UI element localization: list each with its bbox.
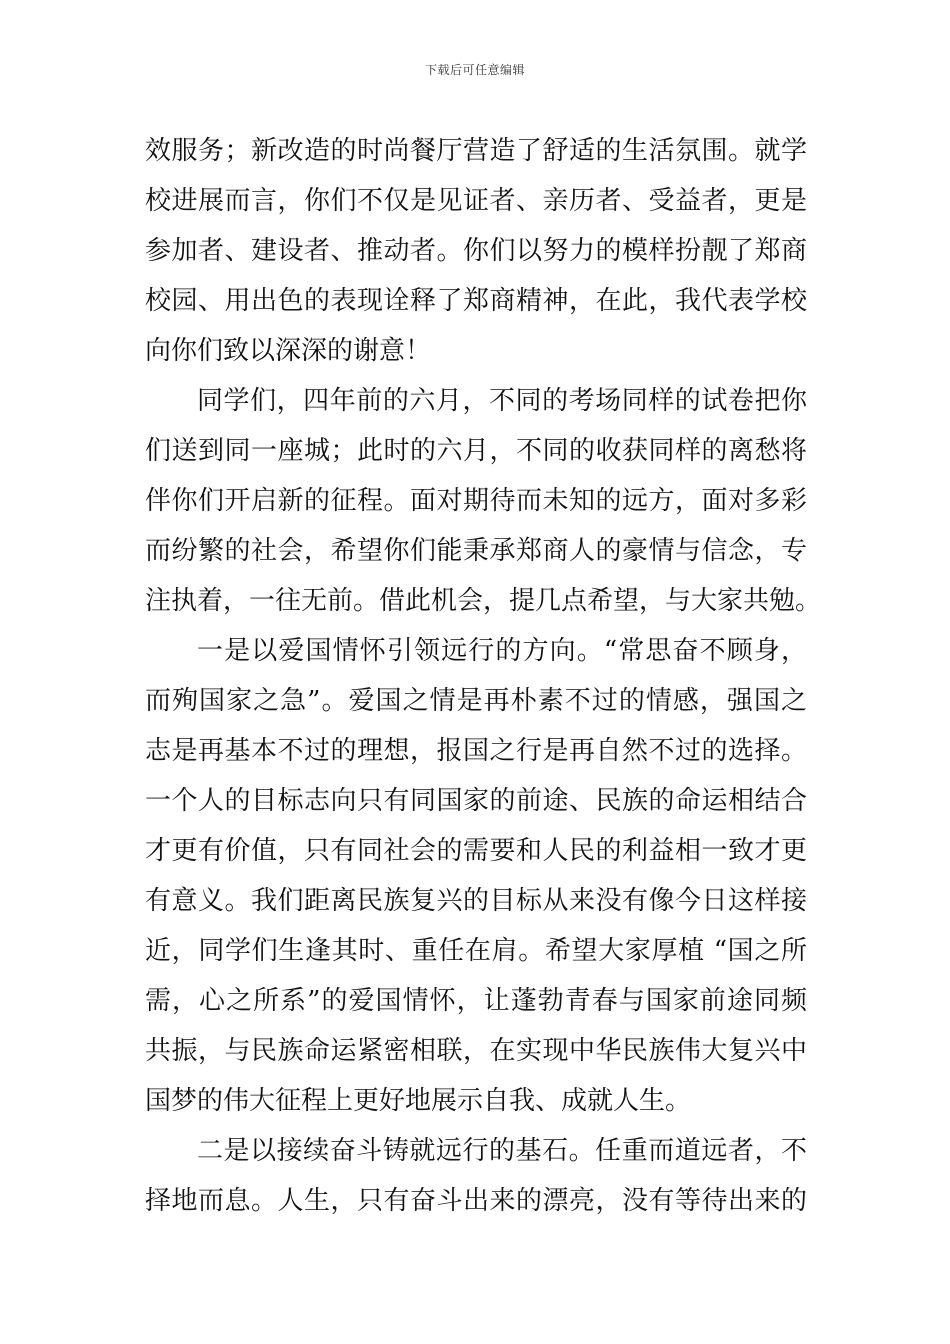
- text-line: 注执着，一往无前。借此机会，提几点希望，与大家共勉。: [145, 586, 822, 616]
- text-line: 而纷繁的社会，希望你们能秉承郑商人的豪情与信念，专: [145, 536, 807, 566]
- text-line: 志是再基本不过的理想，报国之行是再自然不过的选择。: [145, 736, 807, 766]
- document-body: [145, 126, 822, 1226]
- text-line: 而殉国家之急”。爱国之情是再朴素不过的情感，强国之: [145, 686, 807, 716]
- text-line: 们送到同一座城；此时的六月，不同的收获同样的离愁将: [145, 436, 807, 466]
- text-line: 才更有价值，只有同社会的需要和人民的利益相一致才更: [145, 836, 807, 866]
- text-line: 国梦的伟大征程上更好地展示自我、成就人生。: [145, 1086, 692, 1116]
- text-line: 一个人的目标志向只有同国家的前途、民族的命运相结合: [145, 786, 807, 816]
- text-line: 效服务；新改造的时尚餐厅营造了舒适的生活氛围。就学: [145, 136, 807, 166]
- paragraph-first-line: 二是以接续奋斗铸就远行的基石。任重而道远者，不: [197, 1136, 807, 1166]
- paragraph-first-line: 一是以爱国情怀引领远行的方向。“常思奋不顾身，: [197, 636, 807, 666]
- text-line: 校进展而言，你们不仅是见证者、亲历者、受益者，更是: [145, 186, 807, 216]
- text-line: 校园、用出色的表现诠释了郑商精神，在此，我代表学校: [145, 286, 807, 316]
- text-line: 有意义。我们距离民族复兴的目标从来没有像今日这样接: [145, 886, 807, 916]
- text-line: 参加者、建设者、推动者。你们以努力的模样扮靓了郑商: [145, 236, 807, 266]
- text-line: 择地而息。人生，只有奋斗出来的漂亮，没有等待出来的: [145, 1186, 807, 1216]
- text-line: 近，同学们生逢其时、重任在肩。希望大家厚植 “国之所: [145, 936, 807, 966]
- text-line: 需，心之所系”的爱国情怀，让蓬勃青春与国家前途同频: [145, 986, 807, 1016]
- paragraph-first-line: 同学们，四年前的六月，不同的考场同样的试卷把你: [197, 386, 807, 416]
- page-header: 下载后可任意编辑: [424, 63, 525, 77]
- text-line: 伴你们开启新的征程。面对期待而未知的远方，面对多彩: [145, 486, 807, 516]
- text-line: 向你们致以深深的谢意！: [145, 336, 432, 366]
- text-line: 共振，与民族命运紧密相联，在实现中华民族伟大复兴中: [145, 1036, 807, 1066]
